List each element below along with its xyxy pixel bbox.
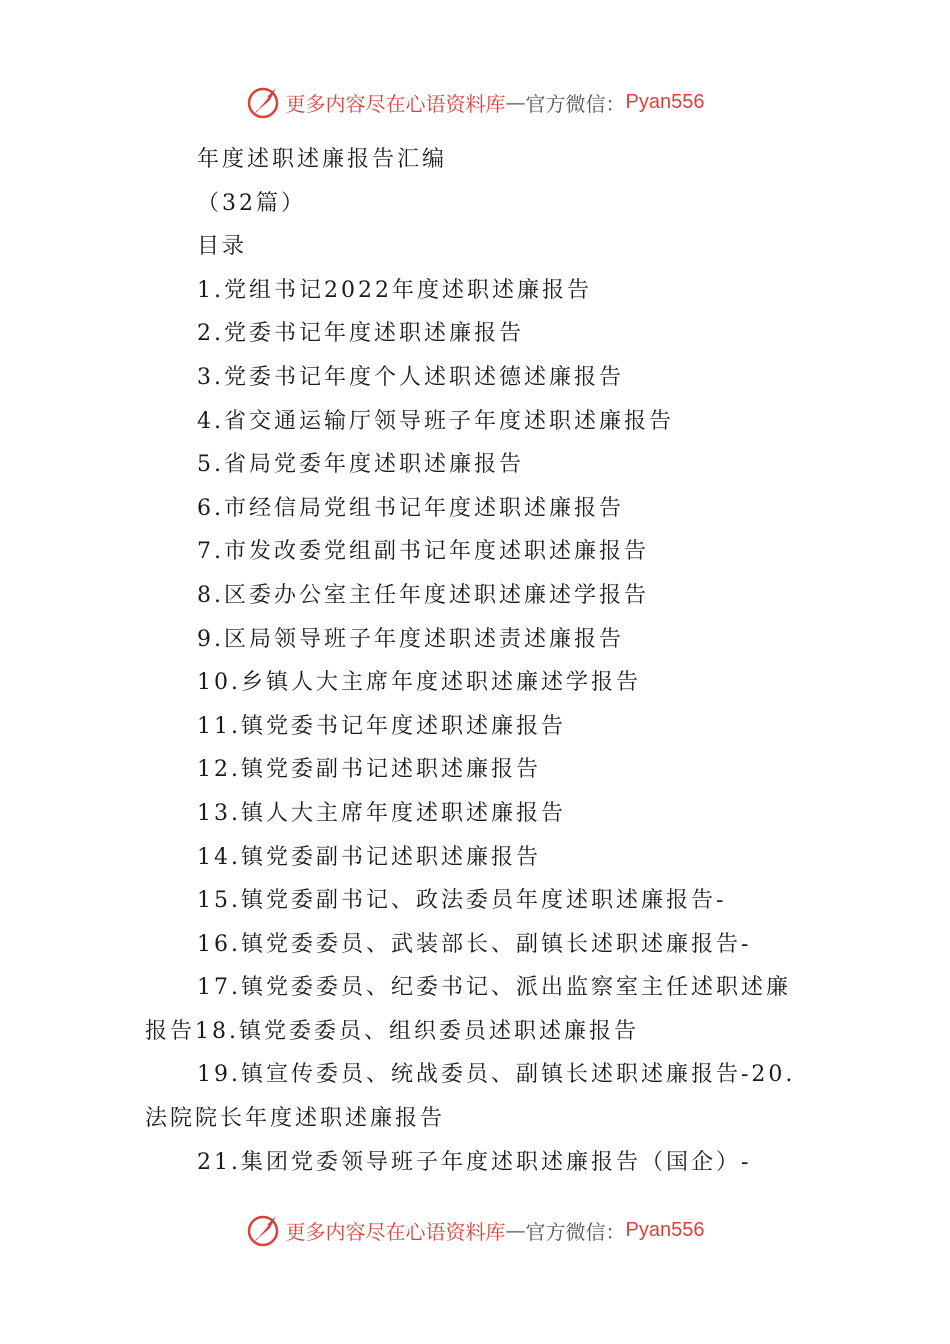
toc-item: 5.省局党委年度述职述廉报告 [197, 452, 524, 478]
watermark-wechat-id: Pyan556 [625, 90, 705, 113]
toc-item: 10.乡镇人大主席年度述职述廉述学报告 [197, 670, 641, 696]
watermark-label: 官方微信： [525, 91, 626, 116]
document-body [145, 138, 815, 1184]
toc-item: 9.区局领导班子年度述职述责述廉报告 [197, 626, 624, 652]
watermark-dash: — [505, 90, 526, 114]
toc-item: 16.镇党委委员、武装部长、副镇长述职述廉报告- [197, 931, 752, 957]
watermark-header [0, 82, 950, 122]
toc-list [145, 269, 815, 967]
toc-item-19-20: 19.镇宣传委员、统战委员、副镇长述职述廉报告-20.法院院长年度述职述廉报告 [145, 1062, 796, 1132]
toc-item: 6.市经信局党组书记年度述职述廉报告 [197, 495, 624, 521]
watermark-footer [0, 1210, 950, 1250]
watermark-label: 官方微信： [525, 1219, 626, 1244]
watermark-main-text: 更多内容尽在心语资料库 [285, 1219, 506, 1244]
watermark-wechat-id: Pyan556 [625, 1218, 705, 1241]
toc-item: 13.镇人大主席年度述职述廉报告 [197, 800, 566, 826]
watermark-main-text: 更多内容尽在心语资料库 [285, 91, 506, 116]
quill-logo-icon [246, 84, 282, 120]
watermark-dash: — [505, 1218, 526, 1242]
toc-item: 4.省交通运输厅领导班子年度述职述廉报告 [197, 408, 674, 434]
toc-item: 3.党委书记年度个人述职述德述廉报告 [197, 364, 624, 390]
toc-item-21: 21.集团党委领导班子年度述职述廉报告（国企）- [197, 1149, 752, 1175]
toc-item: 11.镇党委书记年度述职述廉报告 [197, 713, 566, 739]
toc-item: 12.镇党委副书记述职述廉报告 [197, 757, 541, 783]
quill-logo-icon [246, 1212, 282, 1248]
toc-item-17-18: 17.镇党委委员、纪委书记、派出监察室主任述职述廉报告18.镇党委委员、组织委员述职述廉报告 [145, 975, 791, 1044]
toc-item: 1.党组书记2022年度述职述廉报告 [197, 277, 592, 303]
toc-heading: 目录 [197, 234, 248, 260]
toc-item: 14.镇党委副书记述职述廉报告 [197, 844, 541, 870]
toc-item: 2.党委书记年度述职述廉报告 [197, 321, 524, 347]
document-title: 年度述职述廉报告汇编 [197, 147, 448, 172]
document-count: （32篇） [197, 190, 306, 216]
toc-item: 7.市发改委党组副书记年度述职述廉报告 [197, 539, 649, 565]
toc-item: 15.镇党委副书记、政法委员年度述职述廉报告- [197, 888, 727, 914]
toc-item: 8.区委办公室主任年度述职述廉述学报告 [197, 582, 649, 608]
